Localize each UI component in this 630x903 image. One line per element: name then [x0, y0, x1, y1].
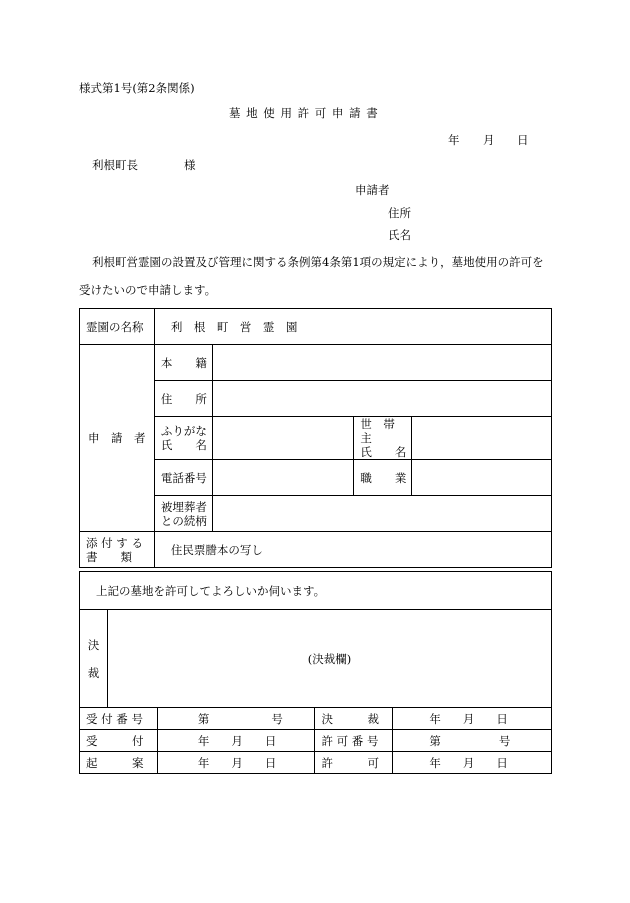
kessai-char2: 裁 — [87, 665, 100, 680]
permit-year: 年 — [429, 755, 441, 770]
permit-number-field[interactable] — [393, 730, 552, 752]
reception-number-prefix: 第 — [197, 711, 210, 726]
form-title: 墓 地 使 用 許 可 申 請 書 — [229, 106, 378, 120]
permit-number-label: 許 可 番 号 — [315, 730, 393, 752]
permit-label: 許 可 — [315, 752, 393, 774]
draft-label: 起 案 — [80, 752, 158, 774]
reception-year: 年 — [197, 733, 210, 748]
decision-year: 年 — [429, 711, 441, 726]
name-label: 氏 名 — [160, 438, 207, 452]
body-text-line1: 利根町営霊園の設置及び管理に関する条例第4条第1項の規定により，墓地使用の許可を — [92, 255, 544, 269]
draft-date-field[interactable] — [157, 752, 315, 774]
reception-label: 受 付 — [80, 730, 158, 752]
draft-month: 月 — [231, 755, 243, 770]
approval-table — [79, 571, 552, 774]
draft-day: 日 — [264, 755, 277, 770]
cemetery-name-value: 利 根 町 営 霊 園 — [154, 309, 551, 345]
attachment-label-line1: 添 付 す る — [86, 535, 143, 550]
attachment-label — [80, 532, 155, 568]
furigana-label: ふりがな — [160, 424, 207, 438]
addressee-name: 利根町長 — [92, 158, 138, 172]
reception-day: 日 — [264, 733, 277, 748]
address-field[interactable] — [212, 381, 551, 417]
phone-label: 電話番号 — [154, 460, 212, 496]
attachment-value: 住民票謄本の写し — [154, 532, 551, 568]
applicant-name-label: 氏名 — [388, 228, 411, 242]
permit-date-field[interactable] — [393, 752, 552, 774]
occupation-label: 職 業 — [354, 460, 412, 496]
form-number: 様式第1号(第2条関係) — [79, 81, 195, 95]
honseki-field[interactable] — [212, 345, 551, 381]
occupation-field[interactable] — [412, 460, 552, 496]
kessai-field[interactable]: (決裁欄) — [107, 610, 551, 708]
kessai-label — [80, 610, 108, 708]
date-month: 月 — [483, 133, 495, 147]
permit-number-prefix: 第 — [429, 733, 441, 748]
permit-day: 日 — [496, 755, 508, 770]
attachment-label-line2: 書 類 — [86, 549, 132, 564]
address-label: 住 所 — [154, 381, 212, 417]
deceased-relation-field[interactable] — [212, 496, 551, 532]
householder-name-label: 氏 名 — [360, 445, 407, 459]
applicant-section-label: 申 請 者 — [80, 345, 155, 532]
reception-month: 月 — [231, 733, 243, 748]
body-text-line2: 受けたいので申請します。 — [79, 283, 217, 297]
deceased-label-line2: との続柄 — [160, 513, 207, 528]
decision-day: 日 — [496, 711, 508, 726]
deceased-relation-label — [154, 496, 212, 532]
kessai-char1: 決 — [87, 637, 100, 652]
date-year: 年 — [448, 133, 460, 147]
furigana-name-label — [154, 417, 212, 460]
householder-title: 世 帯 主 — [360, 417, 407, 445]
permit-number-suffix: 号 — [498, 733, 511, 748]
addressee-honorific: 様 — [184, 158, 196, 172]
phone-field[interactable] — [212, 460, 354, 496]
application-table — [79, 308, 552, 568]
date-day: 日 — [517, 133, 529, 147]
decision-date-field[interactable] — [393, 708, 552, 730]
name-field[interactable] — [212, 417, 354, 460]
decision-label: 決 裁 — [315, 708, 393, 730]
applicant-address-label: 住所 — [388, 206, 411, 220]
approval-notice: 上記の墓地を許可してよろしいか伺います。 — [80, 572, 552, 610]
reception-number-field[interactable] — [157, 708, 315, 730]
reception-number-label: 受 付 番 号 — [80, 708, 158, 730]
applicant-heading: 申請者 — [355, 183, 390, 197]
householder-label — [354, 417, 412, 460]
reception-number-suffix: 号 — [271, 711, 283, 726]
reception-date-field[interactable] — [157, 730, 315, 752]
cemetery-name-label: 霊園の名称 — [80, 309, 155, 345]
draft-year: 年 — [197, 755, 210, 770]
honseki-label: 本 籍 — [154, 345, 212, 381]
deceased-label-line1: 被埋葬者 — [160, 499, 207, 514]
decision-month: 月 — [462, 711, 475, 726]
permit-month: 月 — [462, 755, 475, 770]
householder-field[interactable] — [412, 417, 552, 460]
